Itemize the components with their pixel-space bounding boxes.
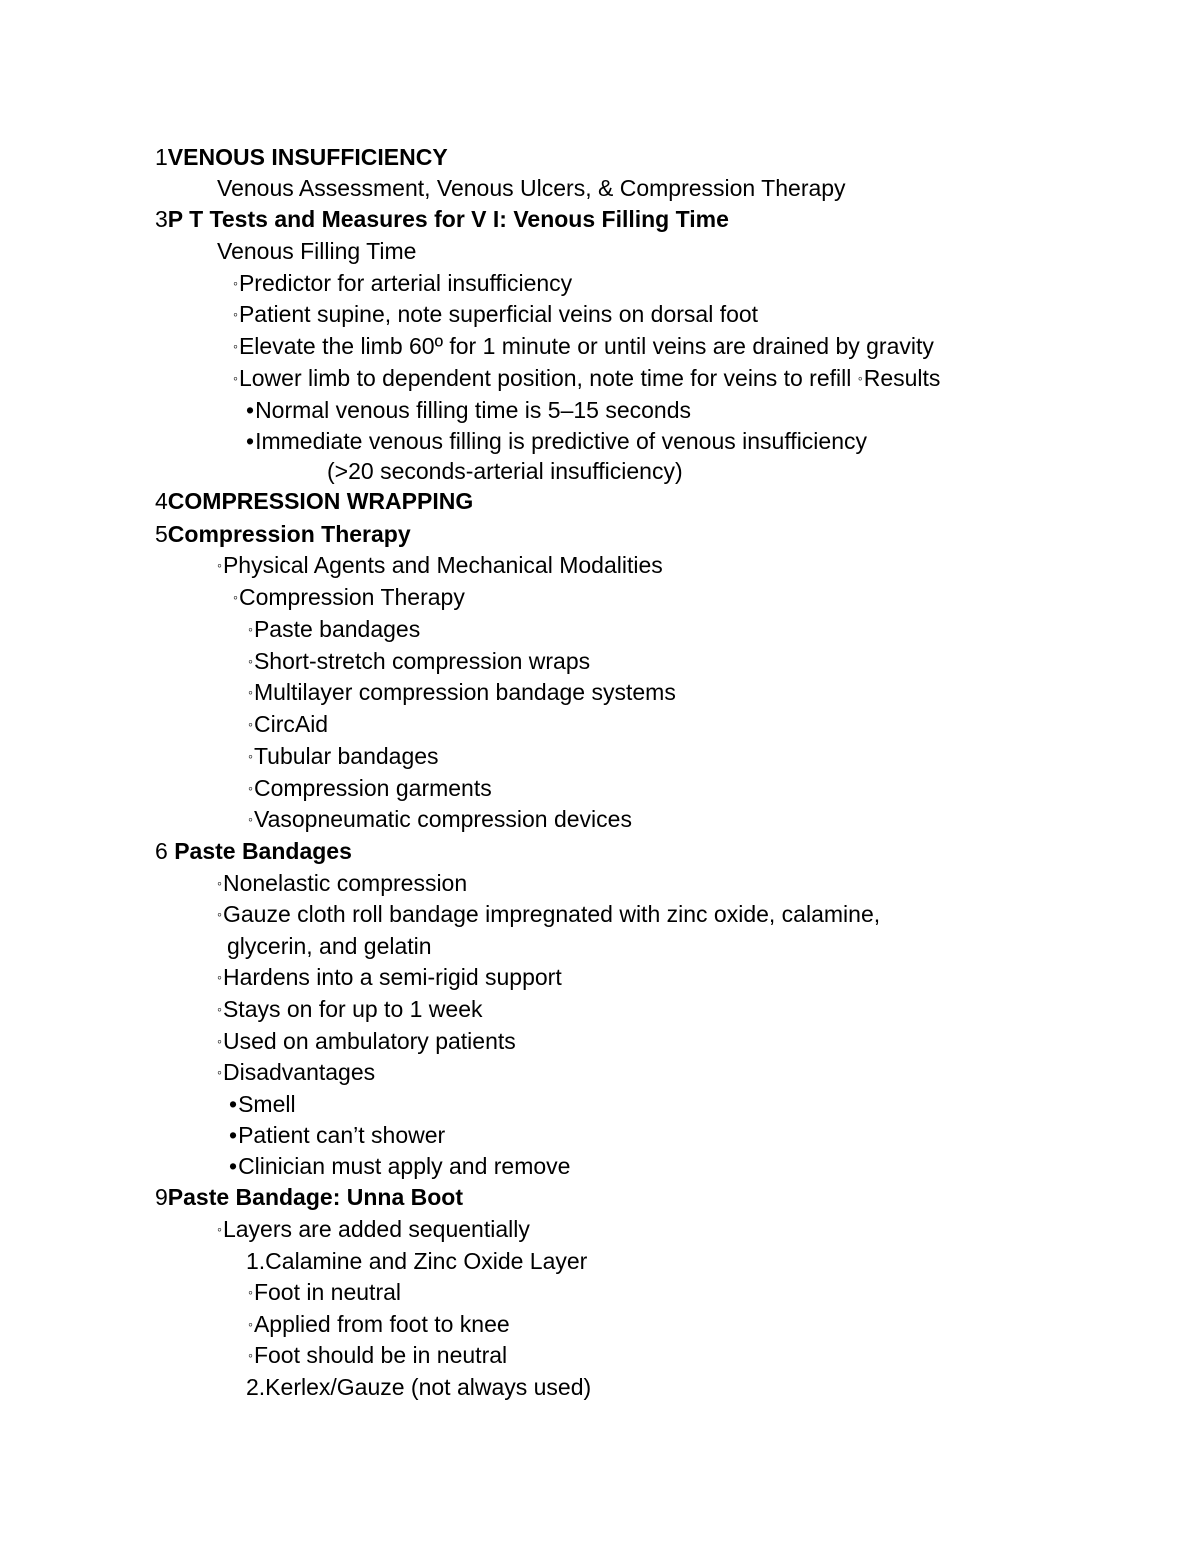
heading-unna-boot: 9Paste Bandage: Unna Boot [155, 1184, 464, 1210]
hollow-bullet-icon: ◦ [248, 748, 253, 764]
hollow-bullet-icon: ◦ [248, 684, 253, 700]
list-item: ◦Gauze cloth roll bandage impregnated with zinc oxide, calamine, [217, 901, 881, 927]
hollow-bullet-icon: ◦ [233, 275, 238, 291]
heading-pt-tests: 3P T Tests and Measures for V I: Venous Filling Time [155, 206, 729, 232]
list-item: Venous Filling Time [217, 238, 417, 264]
solid-bullet-icon: • [246, 428, 255, 454]
list-item: ◦Predictor for arterial insufficiency [233, 270, 573, 296]
list-item: ◦Short-stretch compression wraps [248, 648, 591, 674]
hollow-bullet-icon: ◦ [248, 1347, 253, 1363]
hollow-bullet-icon: ◦ [217, 969, 222, 985]
solid-bullet-icon: • [246, 397, 255, 423]
list-item: ◦Paste bandages [248, 616, 421, 642]
hollow-bullet-icon: ◦ [217, 1064, 222, 1080]
solid-bullet-icon: • [229, 1091, 238, 1117]
hollow-bullet-icon: ◦ [248, 621, 253, 637]
heading-compression-therapy: 5Compression Therapy [155, 521, 411, 547]
list-item: ◦Foot should be in neutral [248, 1342, 508, 1368]
list-item: ◦Physical Agents and Mechanical Modalities [217, 552, 663, 578]
heading-venous-insufficiency: 1VENOUS INSUFFICIENCY [155, 144, 448, 170]
hollow-bullet-icon: ◦ [248, 716, 253, 732]
hollow-bullet-icon: ◦ [248, 780, 253, 796]
hollow-bullet-icon: ◦ [217, 906, 222, 922]
list-item: ◦Used on ambulatory patients [217, 1028, 516, 1054]
list-item: •Patient can’t shower [229, 1122, 446, 1148]
hollow-bullet-icon: ◦ [248, 1316, 253, 1332]
list-item: ◦Multilayer compression bandage systems [248, 679, 676, 705]
list-item: ◦CircAid [248, 711, 329, 737]
list-item: ◦Nonelastic compression [217, 870, 468, 896]
hollow-bullet-icon: ◦ [248, 811, 253, 827]
list-item: ◦Patient supine, note superficial veins on dorsal foot [233, 301, 759, 327]
list-item: ◦Tubular bandages [248, 743, 439, 769]
list-item: •Clinician must apply and remove [229, 1153, 571, 1179]
list-item-continuation: glycerin, and gelatin [227, 933, 432, 959]
subtitle: Venous Assessment, Venous Ulcers, & Compression Therapy [217, 175, 846, 201]
hollow-bullet-icon: ◦ [233, 589, 238, 605]
list-item: ◦Foot in neutral [248, 1279, 401, 1305]
hollow-bullet-icon: ◦ [857, 370, 863, 386]
list-item: ◦Compression Therapy [233, 584, 465, 610]
hollow-bullet-icon: ◦ [217, 1221, 222, 1237]
hollow-bullet-icon: ◦ [248, 1284, 253, 1300]
list-item: ◦Lower limb to dependent position, note time for veins to refill ◦Results [233, 365, 941, 391]
hollow-bullet-icon: ◦ [217, 875, 222, 891]
hollow-bullet-icon: ◦ [233, 370, 238, 386]
list-item: 2.Kerlex/Gauze (not always used) [246, 1374, 592, 1400]
hollow-bullet-icon: ◦ [217, 557, 222, 573]
list-item: •Immediate venous filling is predictive of venous insufficiency [246, 428, 867, 454]
hollow-bullet-icon: ◦ [248, 653, 253, 669]
hollow-bullet-icon: ◦ [217, 1033, 222, 1049]
list-item: ◦Elevate the limb 60º for 1 minute or until veins are drained by gravity [233, 333, 934, 359]
hollow-bullet-icon: ◦ [217, 1001, 222, 1017]
list-item: •Normal venous filling time is 5–15 seconds [246, 397, 691, 423]
list-item: ◦Compression garments [248, 775, 492, 801]
heading-compression-wrapping: 4COMPRESSION WRAPPING [155, 488, 474, 514]
solid-bullet-icon: • [229, 1153, 238, 1179]
list-item: ◦Applied from foot to knee [248, 1311, 510, 1337]
heading-paste-bandages: 6 Paste Bandages [155, 838, 352, 864]
list-item: ◦Vasopneumatic compression devices [248, 806, 632, 832]
list-item: ◦Disadvantages [217, 1059, 376, 1085]
list-item: •Smell [229, 1091, 296, 1117]
hollow-bullet-icon: ◦ [233, 306, 238, 322]
solid-bullet-icon: • [229, 1122, 238, 1148]
list-item: (>20 seconds-arterial insufficiency) [327, 458, 683, 484]
hollow-bullet-icon: ◦ [233, 338, 238, 354]
list-item: 1.Calamine and Zinc Oxide Layer [246, 1248, 588, 1274]
list-item: ◦Hardens into a semi-rigid support [217, 964, 562, 990]
list-item: ◦Layers are added sequentially [217, 1216, 530, 1242]
list-item: ◦Stays on for up to 1 week [217, 996, 483, 1022]
